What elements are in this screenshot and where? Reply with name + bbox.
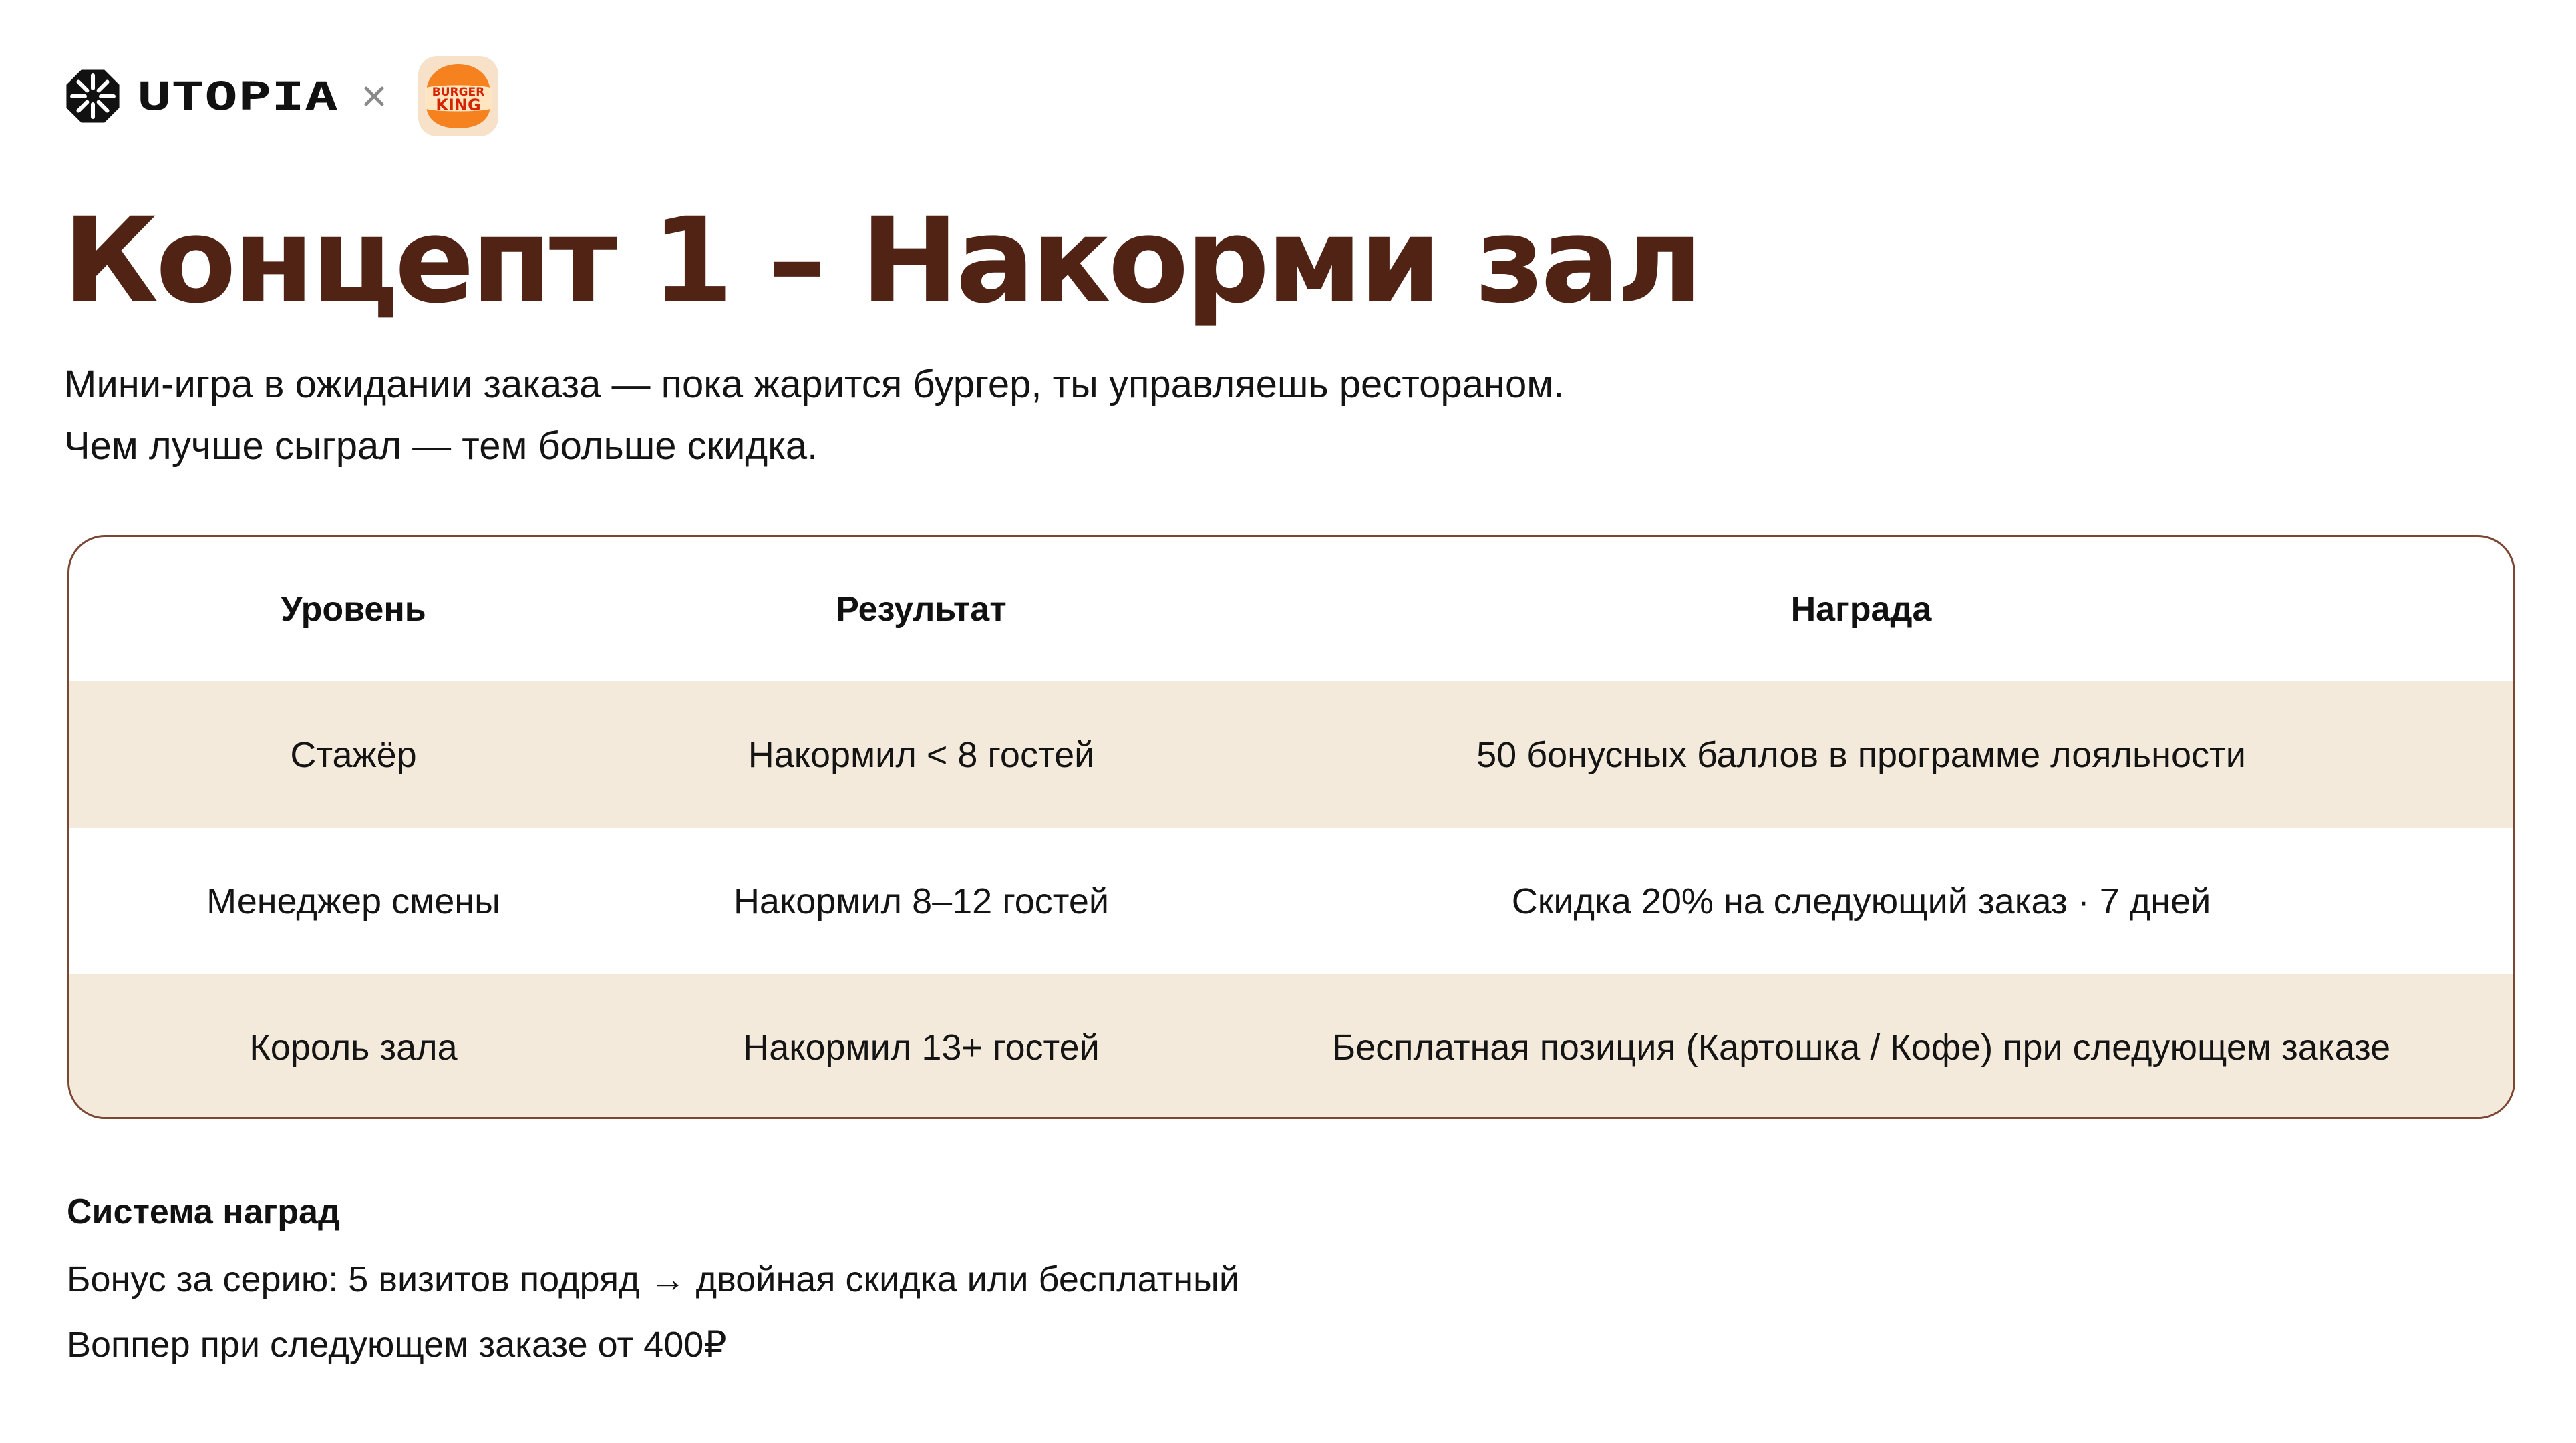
burger-king-text-bottom: KING bbox=[436, 96, 481, 114]
partner-logos bbox=[64, 51, 500, 142]
utopia-mark-icon bbox=[64, 67, 122, 125]
rewards-section bbox=[67, 1186, 1239, 1378]
burger-king-logo-icon bbox=[417, 55, 500, 138]
close-x-icon bbox=[362, 84, 386, 108]
header-level: Уровень bbox=[281, 590, 426, 629]
intro-line-1: Мини-игра в ожидании заказа — пока жарится бургер, ты управляешь рестораном. bbox=[64, 363, 1565, 406]
utopia-wordmark-text: UTOPIA bbox=[138, 77, 338, 115]
page-title: Концепт 1 – Накорми зал bbox=[63, 192, 1700, 329]
level-cell: Стажёр bbox=[290, 734, 417, 775]
result-cell: Накормил 8–12 гостей bbox=[733, 880, 1110, 921]
header-result: Результат bbox=[836, 590, 1007, 629]
reward-cell: Скидка 20% на следующий заказ · 7 дней bbox=[1511, 880, 2211, 921]
rewards-line-2: Воппер при следующем заказе от 400₽ bbox=[67, 1325, 727, 1365]
reward-cell: 50 бонусных баллов в программе лояльности bbox=[1476, 734, 2246, 775]
table-row bbox=[69, 974, 2513, 1119]
rewards-title: Система наград bbox=[67, 1192, 340, 1231]
table-header-row bbox=[69, 537, 2513, 681]
rewards-line-1: Бонус за серию: 5 визитов подряд → двойная скидка или бесплатный bbox=[67, 1259, 1239, 1299]
utopia-wordmark bbox=[138, 77, 339, 115]
level-cell: Король зала bbox=[249, 1027, 458, 1068]
levels-table bbox=[67, 535, 2515, 1119]
table-row bbox=[69, 681, 2513, 828]
level-cell: Менеджер смены bbox=[206, 880, 500, 921]
burger-king-text-top: BURGER bbox=[432, 86, 485, 99]
reward-cell: Бесплатная позиция (Картошка / Кофе) при следующем заказе bbox=[1331, 1027, 2391, 1068]
intro-line-2: Чем лучше сыграл — тем больше скидка. bbox=[64, 424, 818, 468]
table-row bbox=[69, 828, 2513, 974]
intro-text bbox=[64, 354, 1564, 477]
header-reward: Награда bbox=[1790, 590, 1932, 629]
result-cell: Накормил 13+ гостей bbox=[743, 1027, 1100, 1068]
result-cell: Накормил < 8 гостей bbox=[748, 734, 1095, 775]
